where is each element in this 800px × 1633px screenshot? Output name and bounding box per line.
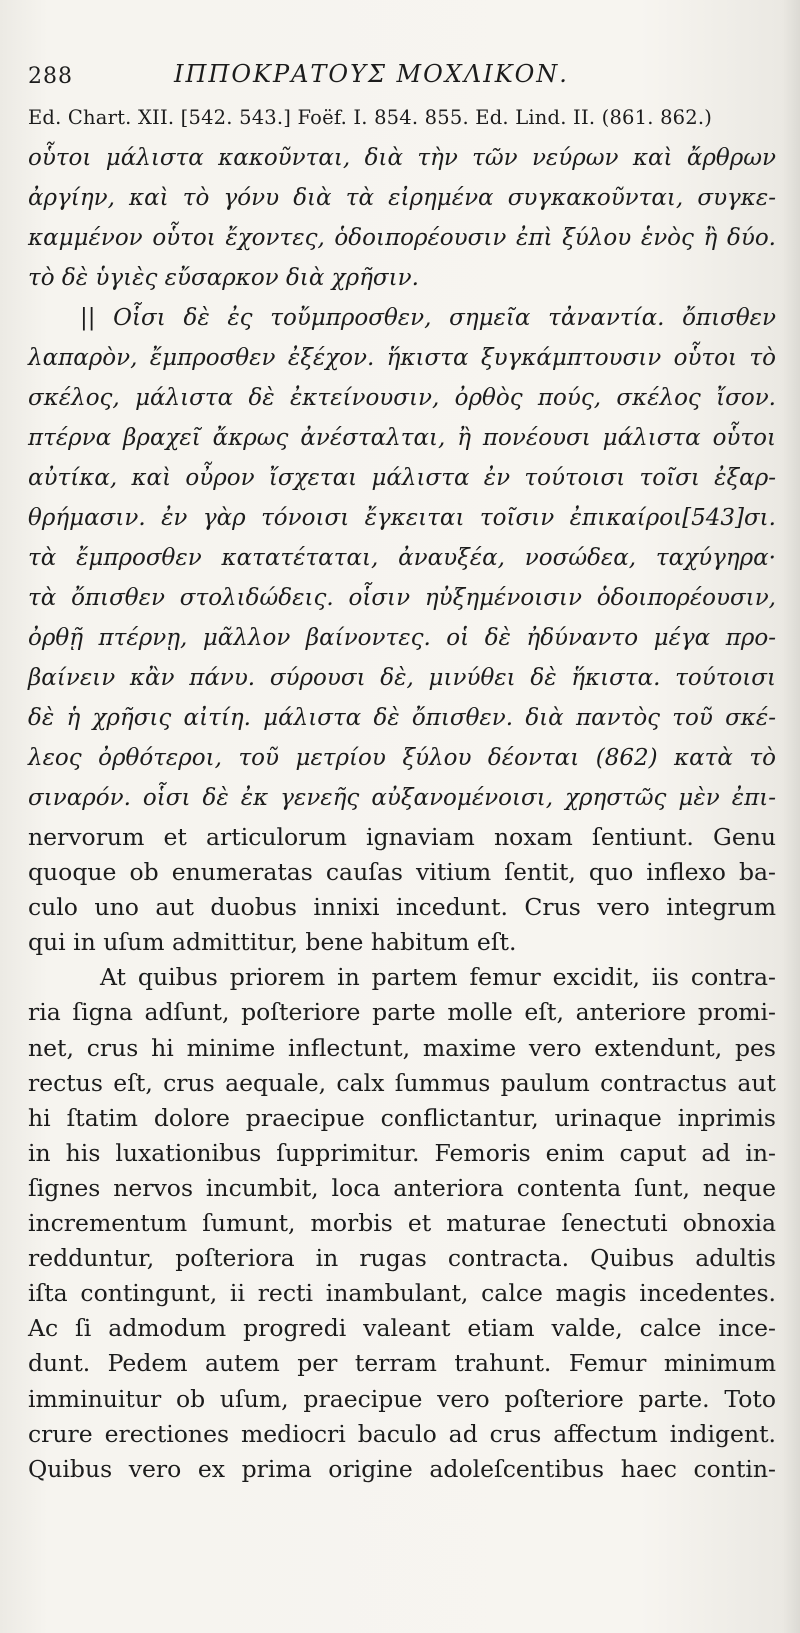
latin-line: ſignes nervos incumbit, loca anteriora contenta ſunt, neque	[28, 1173, 776, 1202]
greek-line: πτέρνα βραχεῖ ἄκρως ἀνέσταλται, ἢ πονέουσι μάλιστα οὗτοι	[28, 425, 776, 451]
greek-line: τὰ ὄπισθεν στολιδώδεις. οἷσιν ηὐξημένοισιν ὁδοιπορέουσιν,	[28, 585, 776, 611]
latin-line: crure erectiones mediocri baculo ad crus affectum indigent.	[28, 1419, 776, 1448]
page-number: 288	[28, 64, 73, 89]
greek-line: σκέλος, μάλιστα δὲ ἐκτείνουσιν, ὀρθὸς πούς, σκέλος ἴσον.	[28, 385, 776, 411]
latin-line: culo uno aut duobus innixi incedunt. Crus vero integrum	[28, 893, 776, 922]
running-title: ΙΠΠΟΚΡΑΤΟΥΣ ΜΟΧΛΙΚΟΝ.	[174, 60, 569, 88]
greek-line: αὐτίκα, καὶ οὖρον ἴσχεται μάλιστα ἐν τούτοισι τοῖσι ἐξαρ-	[28, 465, 776, 491]
latin-line: rectus eſt, crus aequale, calx ſummus paulum contractus aut	[28, 1068, 776, 1097]
latin-line: ria ſigna adſunt, poſteriore parte molle eſt, anteriore promi-	[28, 998, 776, 1027]
greek-line: λεος ὀρθότεροι, τοῦ μετρίου ξύλου δέονται (862) κατὰ τὸ	[28, 745, 776, 771]
latin-line: incrementum ſumunt, morbis et maturae ſenectuti obnoxia	[28, 1209, 776, 1238]
greek-text-block	[28, 138, 776, 818]
greek-line: σιναρόν. οἷσι δὲ ἐκ γενεῆς αὐξανομένοισι, χρηστῶς μὲν ἐπι-	[28, 785, 776, 811]
latin-line: in his luxationibus ſupprimitur. Femoris enim caput ad in-	[28, 1138, 776, 1167]
latin-text-block	[28, 820, 776, 1487]
latin-line: hi ſtatim dolore praecipue conflictantur, urinaque inprimis	[28, 1103, 776, 1132]
latin-line: iſta contingunt, ii recti inambulant, calce magis incedentes.	[28, 1279, 776, 1308]
latin-line: At quibus priorem in partem femur excidit, iis contra-	[100, 963, 776, 992]
latin-line: nervorum et articulorum ignaviam noxam ſentiunt. Genu	[28, 823, 776, 851]
latin-line: dunt. Pedem autem per terram trahunt. Femur minimum	[28, 1349, 776, 1378]
latin-line: imminuitur ob uſum, praecipue vero poſteriore parte. Toto	[28, 1384, 776, 1413]
latin-line: net, crus hi minime inflectunt, maxime vero extendunt, pes	[28, 1033, 776, 1062]
greek-line: τὸ δὲ ὑγιὲς εὔσαρκον διὰ χρῆσιν.	[28, 265, 419, 291]
latin-line: qui in uſum admittitur, bene habitum eſt.	[28, 928, 517, 957]
latin-line: Ac ſi admodum progredi valeant etiam valde, calce ince-	[28, 1314, 776, 1343]
edition-reference-line: Ed. Chart. XII. [542. 543.] Foëf. I. 854. 855. Ed. Lind. II. (861. 862.)	[28, 106, 713, 129]
greek-line: βαίνειν κἂν πάνυ. σύρουσι δὲ, μινύθει δὲ ἥκιστα. τούτοισι	[28, 665, 776, 691]
page-edge-shadow	[782, 0, 800, 1633]
greek-line: ἀργίην, καὶ τὸ γόνυ διὰ τὰ εἰρημένα συγκακοῦνται, συγκε-	[28, 185, 776, 211]
latin-line: quoque ob enumeratas cauſas vitium ſentit, quo inflexo ba-	[28, 858, 776, 887]
latin-line: redduntur, poſteriora in rugas contracta. Quibus adultis	[28, 1244, 776, 1273]
greek-line: θρήμασιν. ἐν γὰρ τόνοισι ἔγκειται τοῖσιν ἐπικαίροι[543]σι.	[28, 505, 776, 531]
greek-line: τὰ ἔμπροσθεν κατατέταται, ἀναυξέα, νοσώδεα, ταχύγηρα·	[28, 545, 776, 571]
page-header	[28, 58, 768, 98]
greek-line: || Οἷσι δὲ ἐς τοὔμπροσθεν, σημεῖα τἀναντία. ὄπισθεν	[80, 305, 776, 331]
greek-line: ὀρθῇ πτέρνῃ, μᾶλλον βαίνοντες. οἱ δὲ ἠδύναντο μέγα προ-	[28, 625, 776, 651]
latin-line: Quibus vero ex prima origine adoleſcentibus haec contin-	[28, 1454, 776, 1483]
greek-line: οὗτοι μάλιστα κακοῦνται, διὰ τὴν τῶν νεύρων καὶ ἄρθρων	[28, 145, 776, 171]
greek-line: λαπαρὸν, ἔμπροσθεν ἐξέχον. ἥκιστα ξυγκάμπτουσιν οὗτοι τὸ	[28, 345, 776, 371]
greek-line: δὲ ἡ χρῆσις αἰτίη. μάλιστα δὲ ὄπισθεν. διὰ παντὸς τοῦ σκέ-	[28, 705, 776, 731]
greek-line: καμμένον οὗτοι ἔχοντες, ὁδοιπορέουσιν ἐπὶ ξύλου ἑνὸς ἢ δύο.	[28, 225, 776, 251]
